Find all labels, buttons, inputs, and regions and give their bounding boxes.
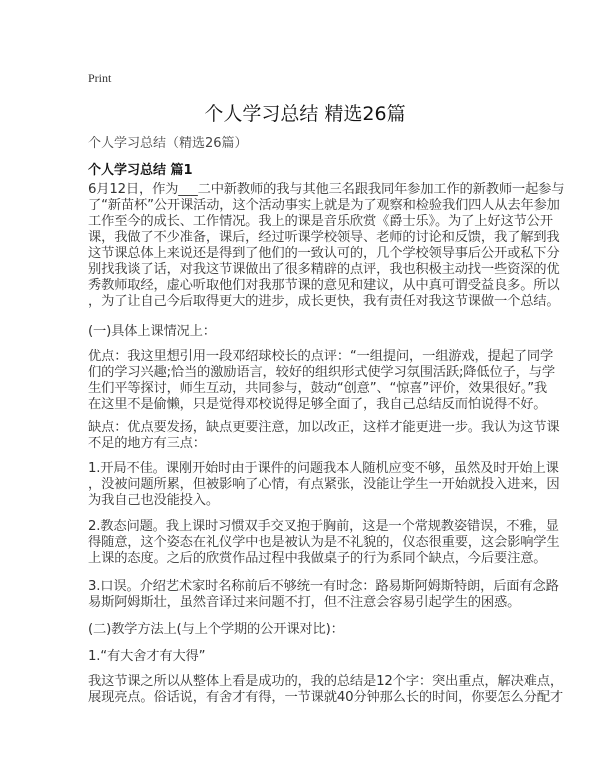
section-heading: 个人学习总结 篇1 xyxy=(88,163,193,178)
text-line: 上课的态度。之后的欣赏作品过程中我做桌子的行为系同个缺点，今后要注意。 xyxy=(88,551,547,566)
text-line: (二)教学方法上(与上个学期的公开课对比)： xyxy=(88,622,344,637)
text-line: 生们平等探讨，师生互动，共同参与，鼓动“创意”、“惊喜”评价，效果很好。”我 xyxy=(88,381,547,396)
text-line: 这节课总体上来说还是得到了他们的一致认可的，几个学校领导事后公开或私下分 xyxy=(88,246,560,261)
text-line: 缺点：优点要发扬，缺点更要注意，加以改正，这样才能更进一步。我认为这节课 xyxy=(88,420,560,435)
print-link[interactable]: Print xyxy=(88,71,112,85)
text-line: ，没被问题所累，但被影响了心情，有点紧张，没能让学生一开始就投入进来，因 xyxy=(88,477,560,492)
text-line: 课，我做了不少准备，课后，经过听课学校领导、老师的讨论和反馈，我了解到我 xyxy=(88,230,560,245)
text-line: 得随意，这个姿态在礼仪学中也是被认为是不礼貌的，仪态很重要，这会影响学生 xyxy=(88,535,560,550)
text-line: ，为了让自己今后取得更大的进步，成长更快，我有责任对我这节课做一个总结。 xyxy=(88,294,560,309)
text-line: 不足的地方有三点： xyxy=(88,436,206,451)
text-line: 展现亮点。俗话说，有舍才有得，一节课就40分钟那么长的时间，你要怎么分配才 xyxy=(88,690,563,705)
paragraph xyxy=(88,349,555,413)
document-title: 个人学习总结 精选26篇 xyxy=(204,103,406,125)
paragraph xyxy=(88,420,560,452)
text-line: 我这节课之所以从整体上看是成功的，我的总结是12个字：突出重点，解决难点， xyxy=(88,674,563,689)
text-line: 们的学习兴趣;恰当的激励语言，较好的组织形式使学习氛围活跃;降低位子，与学 xyxy=(88,365,555,380)
paragraph xyxy=(88,182,564,310)
paragraph xyxy=(88,674,563,706)
text-line: 秀教师取经，虚心听取他们对我那节课的意见和建议，从中真可谓受益良多。所以 xyxy=(88,278,560,293)
text-line: 6月12日，作为___二中新教师的我与其他三名跟我同年参加工作的新教师一起参与 xyxy=(88,182,565,197)
paragraph xyxy=(88,324,216,340)
text-line: 在这里不是偷懒，只是觉得邓校说得足够全面了，我自己总结反而怕说得不好。 xyxy=(88,397,547,412)
text-line: 2.教态问题。我上课时习惯双手交叉抱于胸前，这是一个常规教姿错误，不雅，显 xyxy=(88,519,559,534)
paragraph xyxy=(88,579,559,611)
paragraph xyxy=(88,622,344,638)
text-line: 工作至今的成长、工作情况。我上的课是音乐欣赏《爵士乐》。为了上好这节公开 xyxy=(88,214,553,229)
text-line: (一)具体上课情况上： xyxy=(88,324,216,339)
document-subtitle: 个人学习总结（精选26篇） xyxy=(88,136,248,151)
paragraph xyxy=(88,649,205,665)
text-line: 为我自己也没能投入。 xyxy=(88,493,219,508)
text-line: 1.“有大舍才有大得” xyxy=(88,649,206,664)
text-line: 1.开局不佳。课刚开始时由于课件的问题我本人随机应变不够，虽然及时开始上课 xyxy=(88,461,559,476)
text-line: 优点：我这里想引用一段邓绍球校长的点评：“一组提问，一组游戏，提起了同学 xyxy=(88,349,554,364)
text-line: 3.口误。介绍艺术家时名称前后不够统一有时念：路易斯阿姆斯特朗，后面有念路 xyxy=(88,579,559,594)
text-line: 了“新苗杯”公开课活动，这个活动事实上就是为了观察和检验我们四人从去年参加 xyxy=(88,198,560,213)
text-line: 别找我谈了话，对我这节课做出了很多精辟的点评，我也积极主动找一些资深的优 xyxy=(88,262,560,277)
paragraph xyxy=(88,461,560,509)
text-line: 易斯阿姆斯壮，虽然音译过来问题不打，但不注意会容易引起学生的困惑。 xyxy=(88,595,521,610)
paragraph xyxy=(88,519,560,567)
